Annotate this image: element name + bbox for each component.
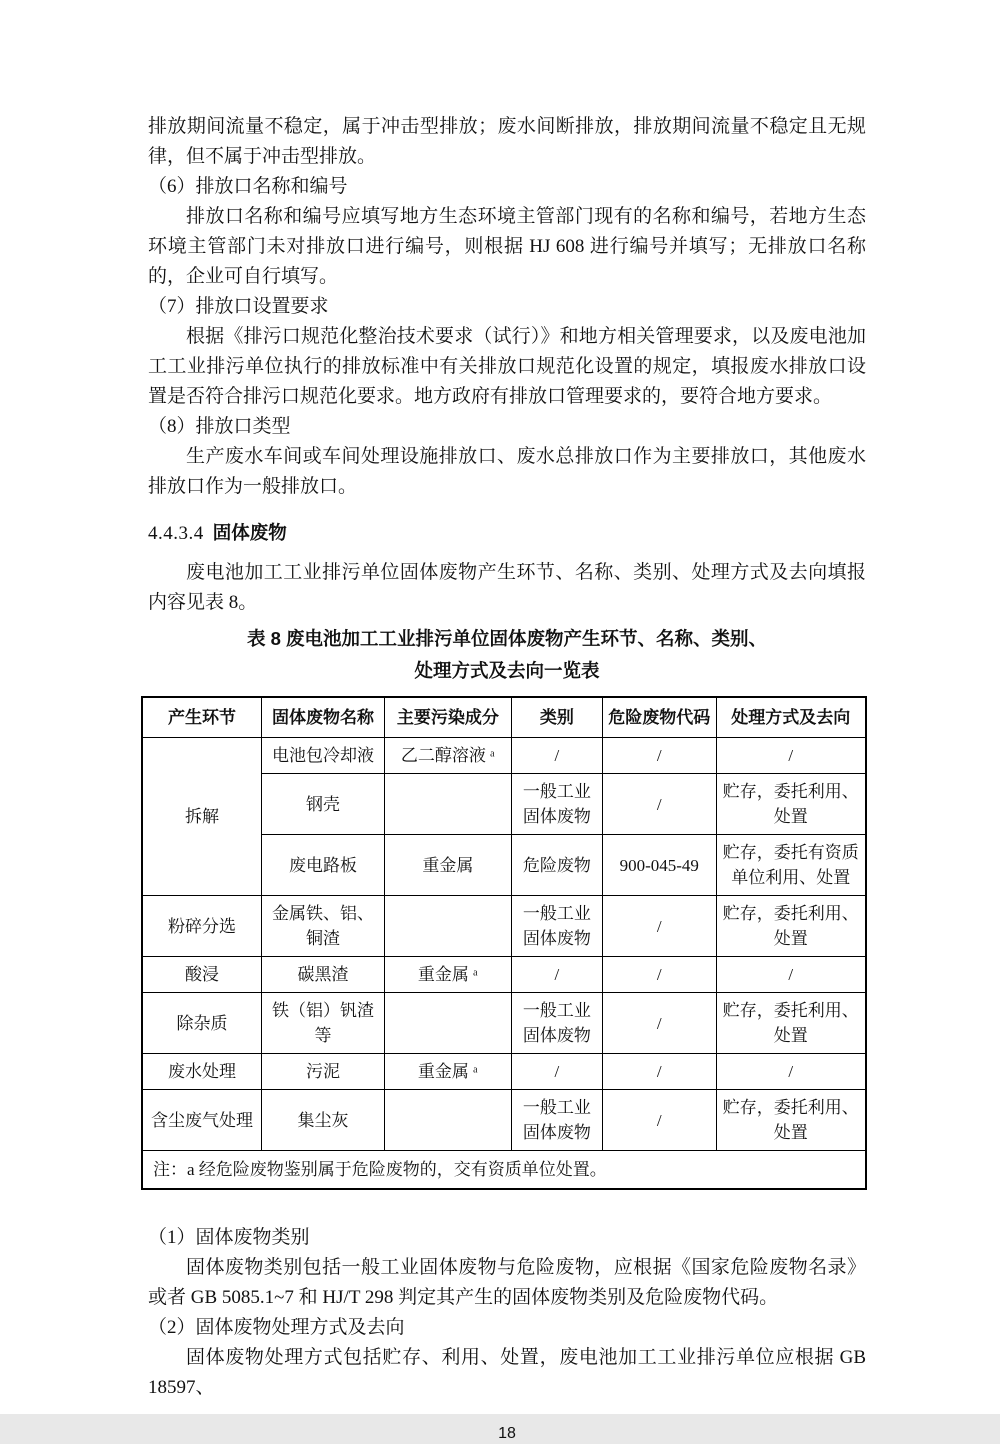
table-row-crush-sort (142, 896, 866, 957)
table-cell (385, 774, 512, 835)
table-cell: 乙二醇溶液 ᵃ (385, 738, 512, 774)
table-cell-stage-wastewater: 废水处理 (142, 1054, 261, 1090)
paragraph-7: 根据《排污口规范化整治技术要求（试行）》和地方相关管理要求，以及废电池加工工业排污单位执行的排放标准中有关排放口规范化设置的规定，填报废水排放口设置是否符合排污口规范化要求。地方政府有排放口管理要求的，要符合地方要求。 (148, 326, 866, 407)
table-cell-stage-dust: 含尘废气处理 (142, 1090, 261, 1151)
table-cell (385, 896, 512, 957)
table-cell: 贮存，委托利用、处置 (716, 993, 866, 1054)
table-cell: 900-045-49 (602, 835, 716, 896)
table-cell: 重金属 (385, 835, 512, 896)
table-cell: / (511, 1054, 602, 1090)
table-cell: / (602, 957, 716, 993)
table-cell: 钢壳 (261, 774, 384, 835)
table-cell: 电池包冷却液 (261, 738, 384, 774)
table-caption (148, 623, 866, 687)
paragraph-8: 生产废水车间或车间处理设施排放口、废水总排放口作为主要排放口，其他废水排放口作为一般排放口。 (148, 446, 866, 497)
table-cell: 废电路板 (261, 835, 384, 896)
table-header-row (142, 697, 866, 738)
table-note: 注：a 经危险废物鉴别属于危险废物的，交有资质单位处置。 (142, 1151, 866, 1190)
section-heading-4434 (148, 517, 866, 549)
column-header-waste-name: 固体废物名称 (261, 697, 384, 738)
table-cell: 重金属 ᵃ (385, 1054, 512, 1090)
solid-waste-table (141, 696, 867, 1190)
paragraph-table-intro: 废电池加工工业排污单位固体废物产生环节、名称、类别、处理方式及去向填报内容见表 8。 (148, 562, 866, 613)
subheading-2: （2）固体废物处理方式及去向 (148, 1317, 405, 1338)
table-row-dust-gas (142, 1090, 866, 1151)
column-header-pollutant: 主要污染成分 (385, 697, 512, 738)
column-header-disposal: 处理方式及去向 (716, 697, 866, 738)
paragraph-6: 排放口名称和编号应填写地方生态环境主管部门现有的名称和编号，若地方生态环境主管部门未对排放口进行编号，则根据 HJ 608 进行编号并填写；无排放口名称的，企业可自行填写。 (148, 206, 866, 287)
table-cell: 重金属 ᵃ (385, 957, 512, 993)
table-cell: 一般工业固体废物 (511, 993, 602, 1054)
table-cell: 贮存，委托利用、处置 (716, 1090, 866, 1151)
table-row-acid-leach (142, 957, 866, 993)
section-title: 固体废物 (212, 522, 287, 543)
subheading-1: （1）固体废物类别 (148, 1227, 310, 1248)
table-cell-stage-crush: 粉碎分选 (142, 896, 261, 957)
table-cell: 一般工业固体废物 (511, 896, 602, 957)
table-caption-line1: 表 8 废电池加工工业排污单位固体废物产生环节、名称、类别、 (246, 628, 768, 649)
table-cell: 污泥 (261, 1054, 384, 1090)
table-cell: 贮存，委托利用、处置 (716, 774, 866, 835)
subheading-7: （7）排放口设置要求 (148, 296, 329, 317)
table-cell: 一般工业固体废物 (511, 774, 602, 835)
table-cell: 一般工业固体废物 (511, 1090, 602, 1151)
paragraph-1: 固体废物类别包括一般工业固体废物与危险废物，应根据《国家危险废物名录》或者 GB 5085.1~7 和 HJ/T 298 判定其产生的固体废物类别及危险废物代码。 (148, 1257, 866, 1308)
table-cell: / (602, 896, 716, 957)
table-cell: / (716, 1054, 866, 1090)
table-cell: / (602, 1054, 716, 1090)
table-cell: / (602, 1090, 716, 1151)
page-content (148, 112, 866, 1444)
table-cell: 碳黑渣 (261, 957, 384, 993)
table-cell: / (511, 957, 602, 993)
table-cell (385, 1090, 512, 1151)
table-cell: / (602, 993, 716, 1054)
page-number: 18 (498, 1425, 516, 1442)
table-cell-stage-dismantle: 拆解 (142, 738, 261, 896)
table-row-coolant (142, 738, 866, 774)
subheading-8: （8）排放口类型 (148, 416, 291, 437)
table-cell: 集尘灰 (261, 1090, 384, 1151)
table-cell: 铁（铝）钒渣等 (261, 993, 384, 1054)
table-cell: 金属铁、铝、铜渣 (261, 896, 384, 957)
table-cell-stage-impurity: 除杂质 (142, 993, 261, 1054)
paragraph-2: 固体废物处理方式包括贮存、利用、处置，废电池加工工业排污单位应根据 GB 18597、 (148, 1347, 866, 1398)
table-cell: / (716, 738, 866, 774)
column-header-hazard-code: 危险废物代码 (602, 697, 716, 738)
table-cell: / (602, 774, 716, 835)
table-cell-stage-acid: 酸浸 (142, 957, 261, 993)
paragraph-discharge-continuation: 排放期间流量不稳定，属于冲击型排放；废水间断排放，排放期间流量不稳定且无规律，但不属于冲击型排放。 (148, 116, 866, 167)
table-note-row (142, 1151, 866, 1190)
subheading-6: （6）排放口名称和编号 (148, 176, 348, 197)
table-cell: 危险废物 (511, 835, 602, 896)
column-header-category: 类别 (511, 697, 602, 738)
table-cell (385, 993, 512, 1054)
section-number: 4.4.3.4 (148, 523, 204, 544)
table-caption-line2: 处理方式及去向一览表 (414, 660, 600, 681)
table-row-wastewater (142, 1054, 866, 1090)
table-cell: / (511, 738, 602, 774)
table-cell: / (716, 957, 866, 993)
table-row-impurity-removal (142, 993, 866, 1054)
table-cell: 贮存，委托有资质单位利用、处置 (716, 835, 866, 896)
table-cell: / (602, 738, 716, 774)
column-header-stage: 产生环节 (142, 697, 261, 738)
table-cell: 贮存，委托利用、处置 (716, 896, 866, 957)
